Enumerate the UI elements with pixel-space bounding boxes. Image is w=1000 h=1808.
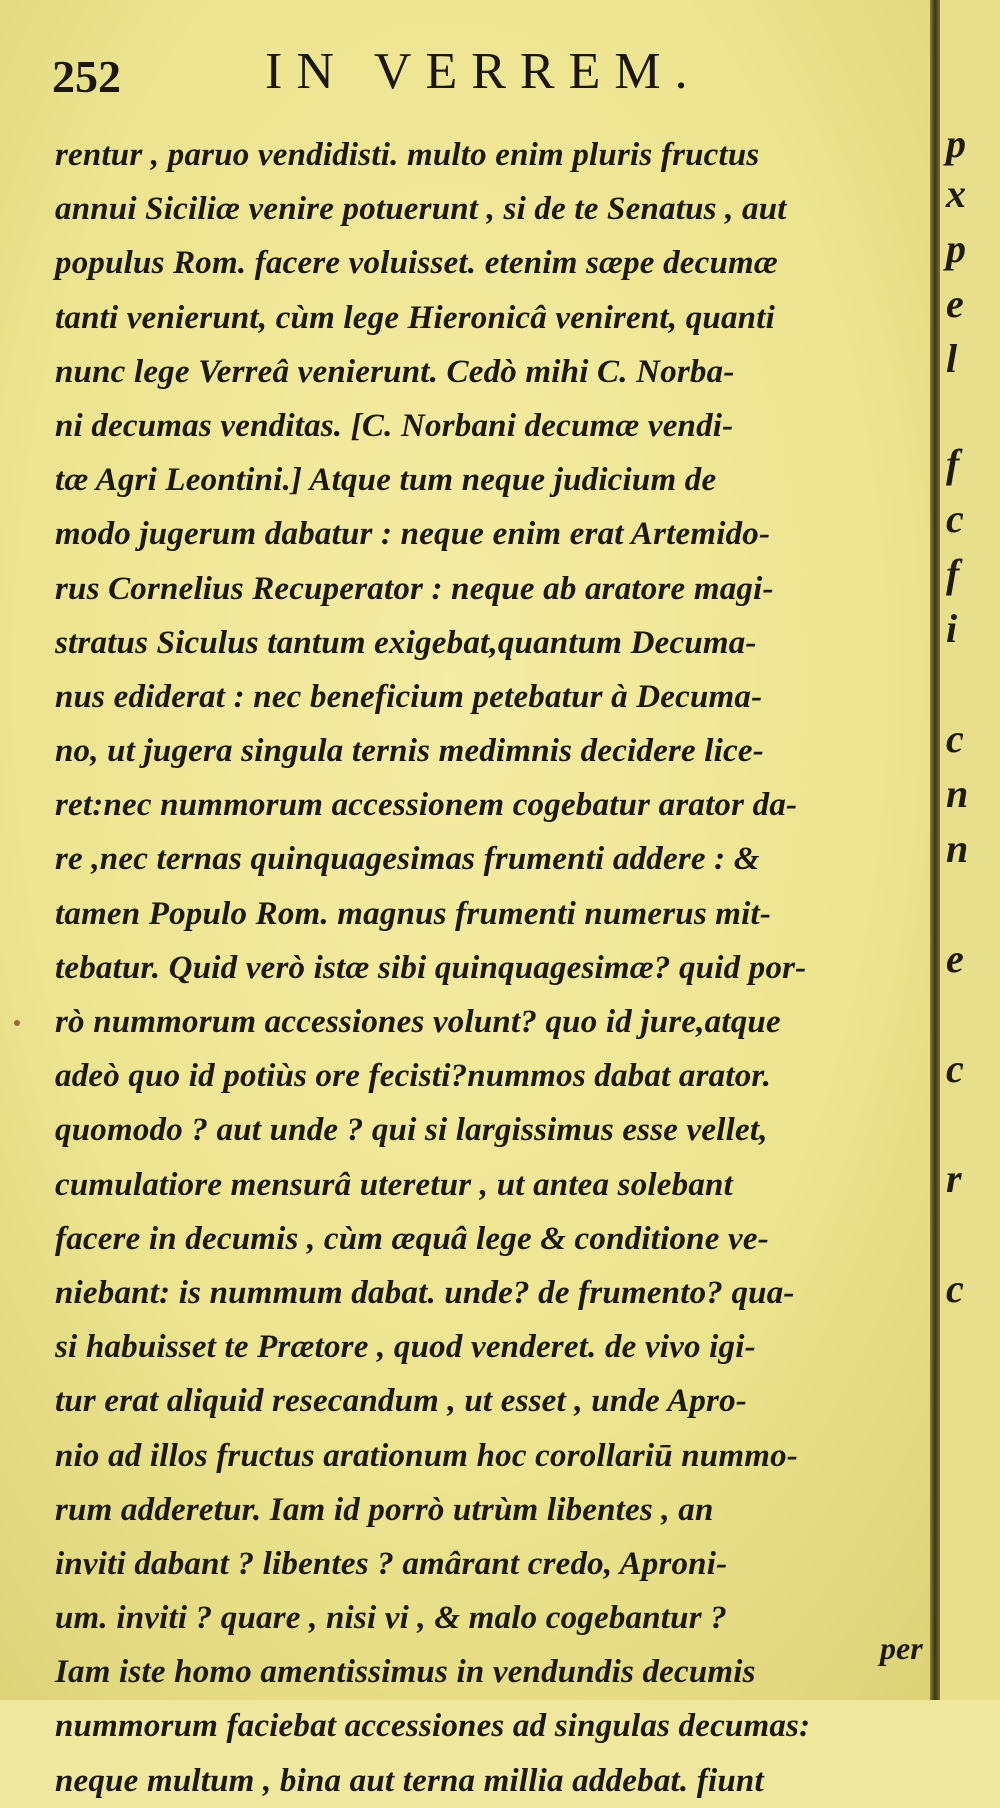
facing-page-fragment: n: [946, 826, 969, 871]
text-line: nio ad illos fructus arationum hoc corollariū nummo-: [55, 1437, 798, 1474]
text-line: nunc lege Verreâ venierunt. Cedò mihi C. Norba-: [55, 353, 735, 390]
facing-page-fragment: c: [946, 716, 964, 761]
facing-page-fragment: e: [946, 281, 964, 326]
page-header: [40, 42, 920, 112]
facing-page-fragment: e: [946, 936, 964, 981]
text-line: inviti dabant ? libentes ? amârant credo, Aproni-: [55, 1545, 728, 1582]
text-line: facere in decumis , cùm æquâ lege & conditione ve-: [55, 1220, 769, 1257]
text-line: tebatur. Quid verò istæ sibi quinquagesimæ? quid por-: [55, 949, 807, 986]
facing-page-fragment: p: [946, 226, 966, 271]
text-line: cumulatiore mensurâ uteretur , ut antea solebant: [55, 1166, 733, 1203]
text-line: quomodo ? aut unde ? qui si largissimus esse vellet,: [55, 1112, 768, 1149]
text-line: ni decumas venditas. [C. Norbani decumæ vendi-: [55, 407, 734, 444]
text-line: tur erat aliquid resecandum , ut esset , unde Apro-: [55, 1383, 747, 1420]
text-body: [55, 128, 915, 1808]
text-line: Iam iste homo amentissimus in vendundis decumis: [55, 1654, 756, 1691]
facing-page-fragment: n: [946, 771, 969, 816]
text-line: um. inviti ? quare , nisi vi , & malo cogebantur ?: [55, 1600, 727, 1637]
text-line: neque multum , bina aut terna millia addebat. fiunt: [55, 1762, 764, 1799]
facing-page-fragment: c: [946, 496, 964, 541]
running-head: IN VERREM.: [265, 43, 702, 100]
facing-page-fragment: f: [946, 551, 960, 596]
text-line: modo jugerum dabatur : neque enim erat Artemido-: [55, 516, 771, 553]
ink-speck: [14, 1020, 20, 1026]
text-line: tæ Agri Leontini.] Atque tum neque judicium de: [55, 462, 717, 499]
facing-page-fragment: c: [946, 1046, 964, 1091]
text-line: nus ediderat : nec beneficium petebatur à Decuma-: [55, 678, 763, 715]
text-line: tamen Populo Rom. magnus frumenti numerus mit-: [55, 895, 772, 932]
facing-page-fragment: l: [946, 336, 958, 381]
text-line: rentur , paruo vendidisti. multo enim pluris fructus: [55, 137, 760, 173]
text-line: populus Rom. facere voluisset. etenim sæpe decumæ: [55, 245, 778, 282]
page-number: 252: [52, 51, 121, 102]
text-line: annui Siciliæ venire potuerunt , si de te Senatus , aut: [55, 191, 787, 228]
facing-page-fragment: c: [946, 1266, 964, 1311]
text-line: niebant: is nummum dabat. unde? de frumento? qua-: [55, 1274, 795, 1311]
text-line: ret:nec nummorum accessionem cogebatur arator da-: [55, 787, 798, 824]
text-line: rum adderetur. Iam id porrò utrùm libentes , an: [55, 1491, 714, 1528]
facing-page-fragment: r: [946, 1156, 962, 1201]
facing-page-fragment: f: [946, 441, 960, 486]
text-line: rò nummorum accessiones volunt? quo id jure,atque: [55, 1004, 781, 1040]
facing-page-fragment: x: [946, 171, 966, 216]
text-line: tanti venierunt, cùm lege Hieronicâ venirent, quanti: [55, 299, 775, 336]
text-line: re ,nec ternas quinquagesimas frumenti addere : &: [55, 841, 760, 878]
facing-page-fragment: p: [946, 121, 966, 166]
facing-page-fragment: i: [946, 606, 958, 651]
facing-page-edge: [940, 0, 1000, 1700]
text-line: nummorum faciebat accessiones ad singulas decumas:: [55, 1708, 811, 1745]
text-line: si habuisset te Prætore , quod venderet. de vivo igi-: [55, 1329, 756, 1366]
text-line: rus Cornelius Recuperator : neque ab aratore magi-: [55, 570, 774, 607]
catchword: per: [880, 1630, 923, 1666]
text-line: adeò quo id potiùs ore fecisti?nummos dabat arator.: [55, 1058, 772, 1095]
text-line: stratus Siculus tantum exigebat,quantum Decuma-: [55, 624, 757, 661]
binding-gutter: [930, 0, 940, 1700]
text-line: no, ut jugera singula ternis medimnis decidere lice-: [55, 733, 764, 770]
